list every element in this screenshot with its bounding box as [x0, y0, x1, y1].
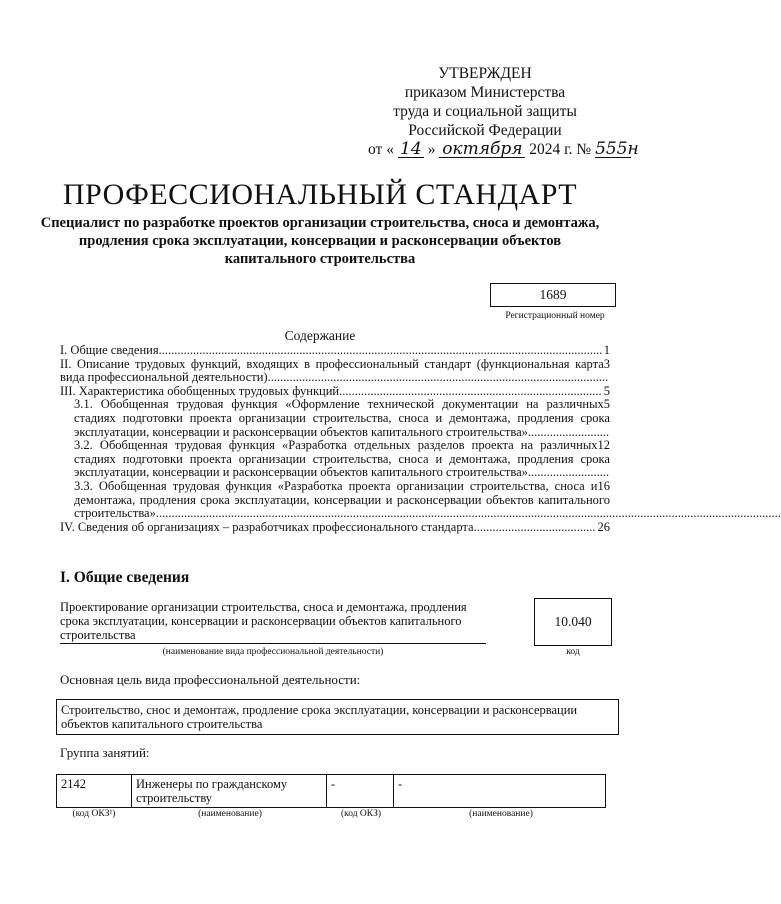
document-title: ПРОФЕССИОНАЛЬНЫЙ СТАНДАРТ	[62, 178, 578, 211]
toc-item	[60, 385, 610, 399]
order-number: 555н	[595, 139, 639, 159]
toc-leader: .............................................................................................................	[267, 370, 609, 385]
code-caption: код	[566, 647, 580, 657]
occupation-table	[56, 774, 606, 808]
toc-page-number: 12	[597, 438, 610, 453]
toc-page-number: 5	[603, 397, 610, 412]
toc-item-text: 3.1. Обобщенная трудовая функция «Оформление технической документации на различных стадиях подготовки проекта организации строительства, сноса и демонтажа, продления срока эксплуатации, консервации и расконсервации объектов капитального строительства»	[74, 397, 610, 439]
toc-item-text: 3.2. Обобщенная трудовая функция «Разработка отдельных разделов проекта на различных стадиях подготовки проекта организации строительства, сноса и демонтажа, продления срока эксплуатации, консервации и расконсервации объектов капитального строительства»	[74, 438, 610, 480]
toc-item-text: I. Общие сведения	[60, 343, 159, 357]
goal-label: Основная цель вида профессиональной деятельности:	[60, 672, 361, 687]
caption-name-2: (наименование)	[469, 809, 533, 819]
toc-page-number: 16	[597, 478, 610, 493]
toc-item-text: III. Характеристика обобщенных трудовых функций	[60, 383, 340, 398]
toc-page-number: 3	[603, 356, 610, 371]
occupation-name-2: -	[394, 775, 606, 808]
toc-leader: ..........................	[527, 465, 610, 480]
approval-date-line	[368, 139, 639, 159]
caption-okz-code-1: (код ОКЗ¹)	[72, 809, 116, 819]
occupation-name-1: Инженеры по гражданскому строительству	[132, 775, 327, 808]
toc-item-text: IV. Сведения об организациях – разработчиках профессионального стандарта	[60, 519, 474, 534]
toc-item	[60, 358, 610, 385]
activity-name: Проектирование организации строительства, сноса и демонтажа, продления срока эксплуатации, консервации и расконсервации объектов капитального строительства	[60, 600, 486, 644]
toc-leader: ..........................	[527, 424, 610, 439]
table-of-contents	[60, 343, 781, 534]
group-label: Группа занятий:	[60, 745, 150, 760]
approval-line-4: Российской Федерации	[408, 122, 562, 139]
toc-leader: ........................................................................................................................................................................................................	[155, 506, 781, 521]
approval-line-1: УТВЕРЖДЕН	[438, 65, 532, 82]
caption-name-1: (наименование)	[198, 809, 262, 819]
date-mid: »	[427, 141, 436, 158]
date-month: октября	[439, 141, 525, 158]
toc-item	[60, 344, 610, 358]
toc-heading: Содержание	[284, 328, 356, 343]
toc-page-number: 1	[603, 343, 610, 357]
goal-box: Строительство, снос и демонтаж, продление срока эксплуатации, консервации и расконсервации объектов капитального строительства	[56, 699, 619, 735]
toc-item-text: II. Описание трудовых функций, входящих в профессиональный стандарт (функциональная карта вида профессиональной деятельности)	[60, 356, 604, 385]
toc-page-number: 26	[597, 519, 610, 534]
caption-okz-code-2: (код ОКЗ)	[340, 809, 382, 819]
approval-line-2: приказом Министерства	[404, 84, 566, 101]
activity-caption: (наименование вида профессиональной деятельности)	[162, 647, 384, 657]
approval-line-3: труда и социальной защиты	[393, 103, 577, 120]
approval-block	[360, 64, 639, 159]
toc-page-number: 5	[603, 383, 610, 398]
table-row	[57, 775, 606, 808]
toc-item	[60, 398, 610, 439]
section-heading: I. Общие сведения	[60, 569, 190, 586]
toc-item	[60, 478, 781, 521]
toc-item-text: 3.3. Обобщенная трудовая функция «Разработка проекта организации строительства, сноса и демонтажа, продления срока эксплуатации, консервации и расконсервации объектов капитального строительства»	[74, 478, 610, 521]
registration-number: 1689	[490, 283, 616, 307]
date-prefix: от «	[368, 141, 394, 158]
activity-code: 10.040	[534, 598, 612, 646]
toc-leader: ..............................................................................................................................................	[158, 343, 603, 357]
registration-label: Регистрационный номер	[505, 311, 605, 321]
toc-leader: ....................................................................................	[339, 383, 602, 398]
date-day: 14	[398, 141, 424, 158]
toc-item	[60, 439, 610, 480]
document-subtitle: Специалист по разработке проектов организации строительства, сноса и демонтажа, продления срока эксплуатации, консервации и расконсервации объектов капитального строительства	[40, 215, 600, 267]
okz-code-2: -	[327, 775, 394, 808]
toc-item	[60, 521, 610, 535]
toc-leader: .......................................	[473, 519, 596, 534]
okz-code-1: 2142	[57, 775, 132, 808]
date-year: 2024 г. №	[529, 141, 592, 158]
